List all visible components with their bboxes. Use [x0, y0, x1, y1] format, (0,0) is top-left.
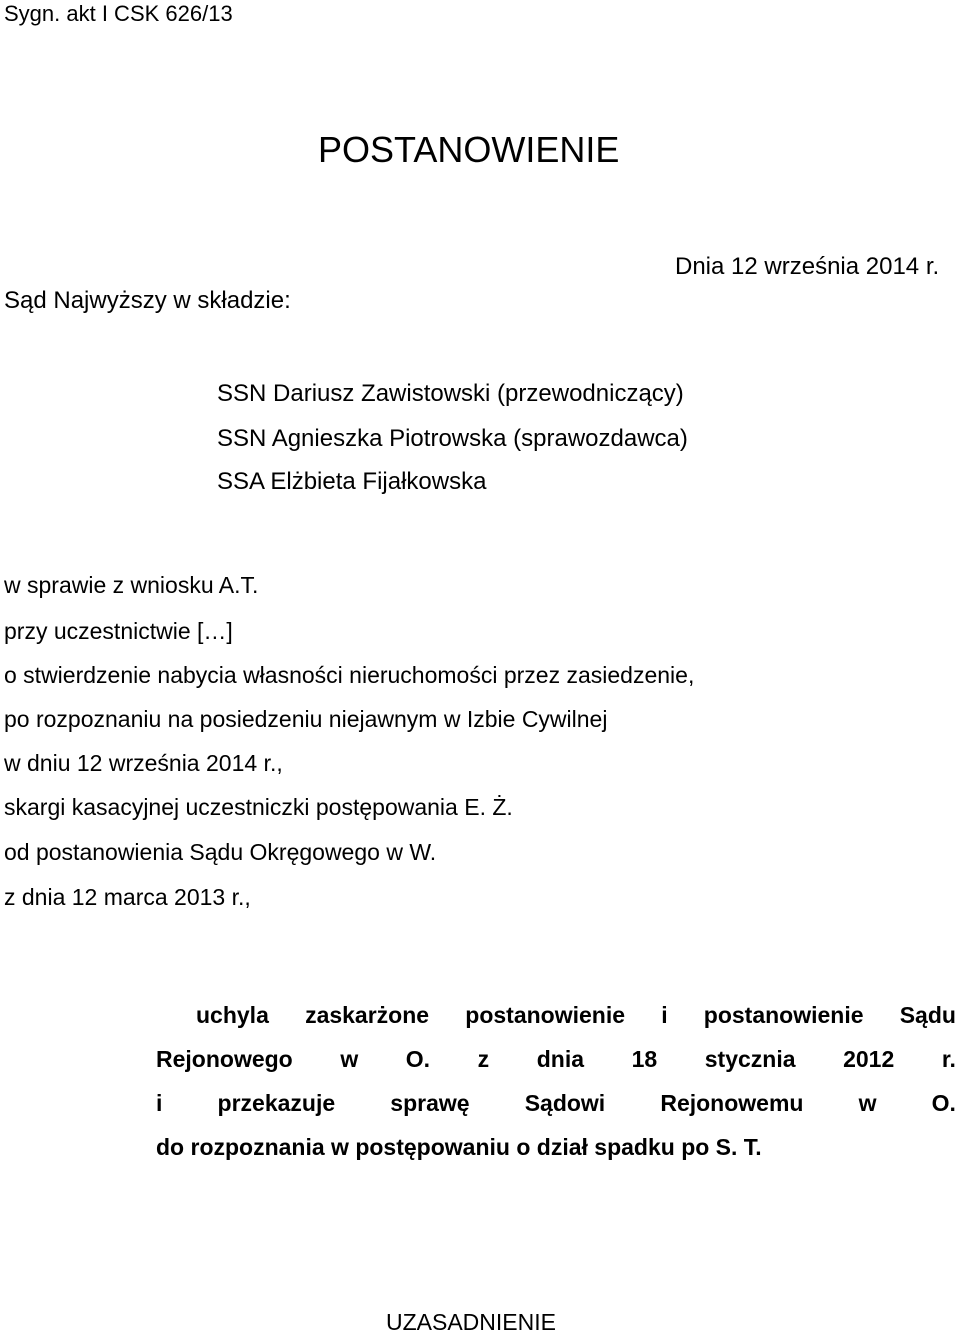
- ruling-operative-part: [156, 999, 956, 1175]
- ruling-line: [156, 1087, 956, 1131]
- ruling-word: O.: [405, 1046, 431, 1072]
- ruling-word: 2012: [843, 1046, 895, 1072]
- ruling-word: w: [858, 1090, 877, 1116]
- ruling-word: O.: [931, 1090, 956, 1116]
- ruling-word: z: [477, 1046, 490, 1072]
- ruling-word: postanowienie: [465, 1002, 626, 1028]
- ruling-word: i: [156, 1090, 163, 1116]
- case-line-decision-date: z dnia 12 marca 2013 r.,: [4, 884, 251, 910]
- document-title: POSTANOWIENIE: [318, 129, 620, 170]
- section-heading-justification: UZASADNIENIE: [386, 1309, 556, 1335]
- judge-rapporteur: SSN Agnieszka Piotrowska (sprawozdawca): [217, 425, 688, 452]
- ruling-date: Dnia 12 września 2014 r.: [675, 253, 940, 280]
- ruling-word: uchyla: [196, 1002, 269, 1028]
- case-line-session: po rozpoznaniu na posiedzeniu niejawnym w Izbie Cywilnej: [4, 706, 608, 732]
- ruling-line: [156, 999, 956, 1043]
- ruling-word: do rozpoznania w postępowaniu o dział spadku po S. T.: [156, 1134, 762, 1160]
- case-line-appealed-decision: od postanowienia Sądu Okręgowego w W.: [4, 839, 437, 865]
- ruling-word: r.: [941, 1046, 956, 1072]
- case-line-participants: przy uczestnictwie […]: [4, 618, 233, 644]
- ruling-word: Rejonowemu: [660, 1090, 804, 1116]
- ruling-word: stycznia: [704, 1046, 796, 1072]
- court-composition-label: Sąd Najwyższy w składzie:: [4, 287, 291, 314]
- case-signature: Sygn. akt I CSK 626/13: [4, 1, 233, 26]
- case-line-subject: o stwierdzenie nabycia własności nieruchomości przez zasiedzenie,: [4, 662, 695, 688]
- ruling-word: sprawę: [390, 1090, 470, 1116]
- ruling-word: postanowienie: [703, 1002, 864, 1028]
- ruling-word: zaskarżone: [305, 1002, 430, 1028]
- ruling-word: i: [661, 1002, 668, 1028]
- ruling-word: w: [340, 1046, 359, 1072]
- ruling-word: dnia: [536, 1046, 584, 1072]
- ruling-word: Sądu: [899, 1002, 956, 1028]
- case-line-appeal: skargi kasacyjnej uczestniczki postępowania E. Ż.: [4, 794, 513, 820]
- ruling-word: przekazuje: [217, 1090, 336, 1116]
- case-line-applicant: w sprawie z wniosku A.T.: [4, 572, 259, 598]
- ruling-line: [156, 1043, 956, 1087]
- judge-presiding: SSN Dariusz Zawistowski (przewodniczący): [217, 380, 684, 407]
- judge-member: SSA Elżbieta Fijałkowska: [217, 468, 487, 495]
- ruling-word: Sądowi: [524, 1090, 606, 1116]
- case-line-session-date: w dniu 12 września 2014 r.,: [4, 750, 283, 776]
- ruling-word: Rejonowego: [156, 1046, 293, 1072]
- ruling-line: [156, 1131, 956, 1175]
- ruling-word: 18: [631, 1046, 658, 1072]
